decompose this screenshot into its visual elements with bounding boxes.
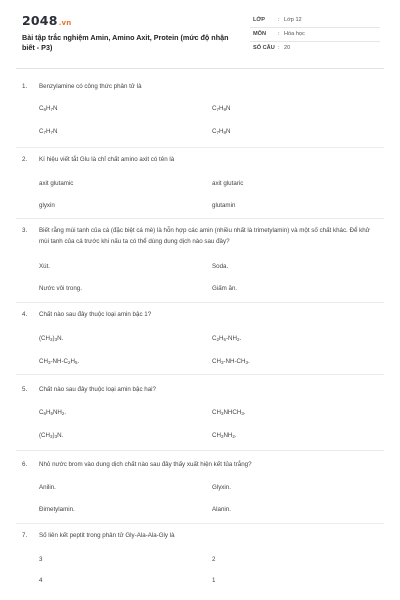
answer-option-d[interactable]: Alanin. (212, 506, 231, 513)
answer-option-d[interactable]: $CH_3NH_2$. (212, 432, 237, 439)
worksheet-header (0, 0, 400, 68)
logo-text: 2048 (22, 13, 58, 28)
info-label: MÔN (253, 31, 267, 37)
logo-suffix: .vn (58, 19, 72, 27)
question-number: 5. (22, 386, 28, 393)
answer-option-a[interactable]: $(CH_3)_3N$. (39, 335, 64, 342)
info-value-subject: Hóa học (284, 31, 305, 37)
question-number: 6. (22, 461, 28, 468)
question-text: Kí hiệu viết tắt Glu là chỉ chất amino axit có tên là (39, 156, 175, 163)
question-divider (16, 450, 384, 451)
info-table (250, 14, 380, 55)
info-row-count (250, 42, 380, 55)
answer-option-d[interactable]: $C_7H_8N$ (212, 128, 231, 135)
answer-option-b[interactable]: $C_2H_5-NH_2$. (212, 335, 242, 342)
answer-option-a[interactable]: Xút. (39, 263, 51, 270)
answer-option-b[interactable]: $CH_3NHCH_3$. (212, 409, 246, 416)
info-value-class: Lớp 12 (284, 17, 302, 23)
answer-option-a[interactable]: axit glutamic (39, 180, 74, 187)
info-row-class (250, 14, 380, 28)
site-logo[interactable] (22, 13, 71, 28)
question-number: 3. (22, 227, 28, 234)
answer-option-c[interactable]: $(CH_3)_3N$. (39, 432, 64, 439)
answer-option-d[interactable]: 1 (212, 577, 216, 584)
answer-option-a[interactable]: $C_6H_5NH_2$. (39, 409, 67, 416)
info-value-count: 20 (284, 45, 291, 51)
info-separator: : (278, 45, 280, 51)
question-divider (16, 218, 384, 219)
info-label: SỐ CÂU (253, 45, 275, 51)
question-divider (16, 147, 384, 148)
answer-option-c[interactable]: $C_7H_7N$ (39, 128, 58, 135)
answer-option-c[interactable]: Nước vôi trong. (39, 285, 82, 292)
answer-option-c[interactable]: 4 (39, 577, 43, 584)
question-divider (16, 302, 384, 303)
header-divider (16, 68, 384, 69)
answer-option-a[interactable]: $C_6H_7N$ (39, 105, 58, 112)
answer-option-b[interactable]: $C_7H_9N$ (212, 105, 231, 112)
info-row-subject (250, 28, 380, 42)
answer-option-b[interactable]: axit glutaric (212, 180, 244, 187)
answer-option-c[interactable]: glyxin (39, 202, 55, 209)
answer-option-c[interactable]: Đimetylamin. (39, 506, 75, 513)
question-text: Số liên kết peptit trong phân tử Gly-Ala-Ala-Gly là (39, 532, 175, 539)
question-text: Benzylamine có công thức phân tử là (39, 83, 142, 90)
answer-option-b[interactable]: 2 (212, 556, 216, 563)
answer-option-a[interactable]: 3 (39, 556, 43, 563)
question-text: Chất nào sau đây thuộc loại amin bậc hai? (39, 386, 156, 393)
answer-option-b[interactable]: Soda. (212, 263, 229, 270)
answer-option-d[interactable]: $CH_3-NH-CH_3$. (212, 358, 250, 365)
worksheet-title: Bài tập trắc nghiệm Amin, Amino Axit, Protein (mức độ nhận biết - P3) (22, 33, 229, 52)
answer-option-b[interactable]: Glyxin. (212, 484, 231, 491)
question-text: Biết rằng mùi tanh của cá (đặc biệt cá mè) là hỗn hợp các amin (nhiều nhất là trimetylamin) và một số chất khác. Để khử mùi tanh của cá trước khi nấu ta có thể dùng dung dịch nào sau đây? (39, 227, 370, 245)
question-divider (16, 523, 384, 524)
answer-option-d[interactable]: Giấm ăn. (212, 285, 238, 292)
info-label: LỚP (253, 17, 265, 23)
answer-option-c[interactable]: $CH_3-NH-C_2H_5$. (39, 358, 80, 365)
question-text: Chất nào sau đây thuộc loại amin bậc 1? (39, 311, 152, 318)
info-separator: : (278, 17, 280, 23)
question-number: 7. (22, 532, 28, 539)
answer-option-a[interactable]: Anilin. (39, 484, 56, 491)
question-number: 1. (22, 83, 28, 90)
info-separator: : (278, 31, 280, 37)
question-divider (16, 374, 384, 375)
question-text: Nhỏ nước brom vào dung dịch chất nào sau đây thấy xuất hiện kết tủa trắng? (39, 461, 252, 468)
question-number: 2. (22, 156, 28, 163)
question-number: 4. (22, 311, 28, 318)
answer-option-d[interactable]: glutamin (212, 202, 236, 209)
